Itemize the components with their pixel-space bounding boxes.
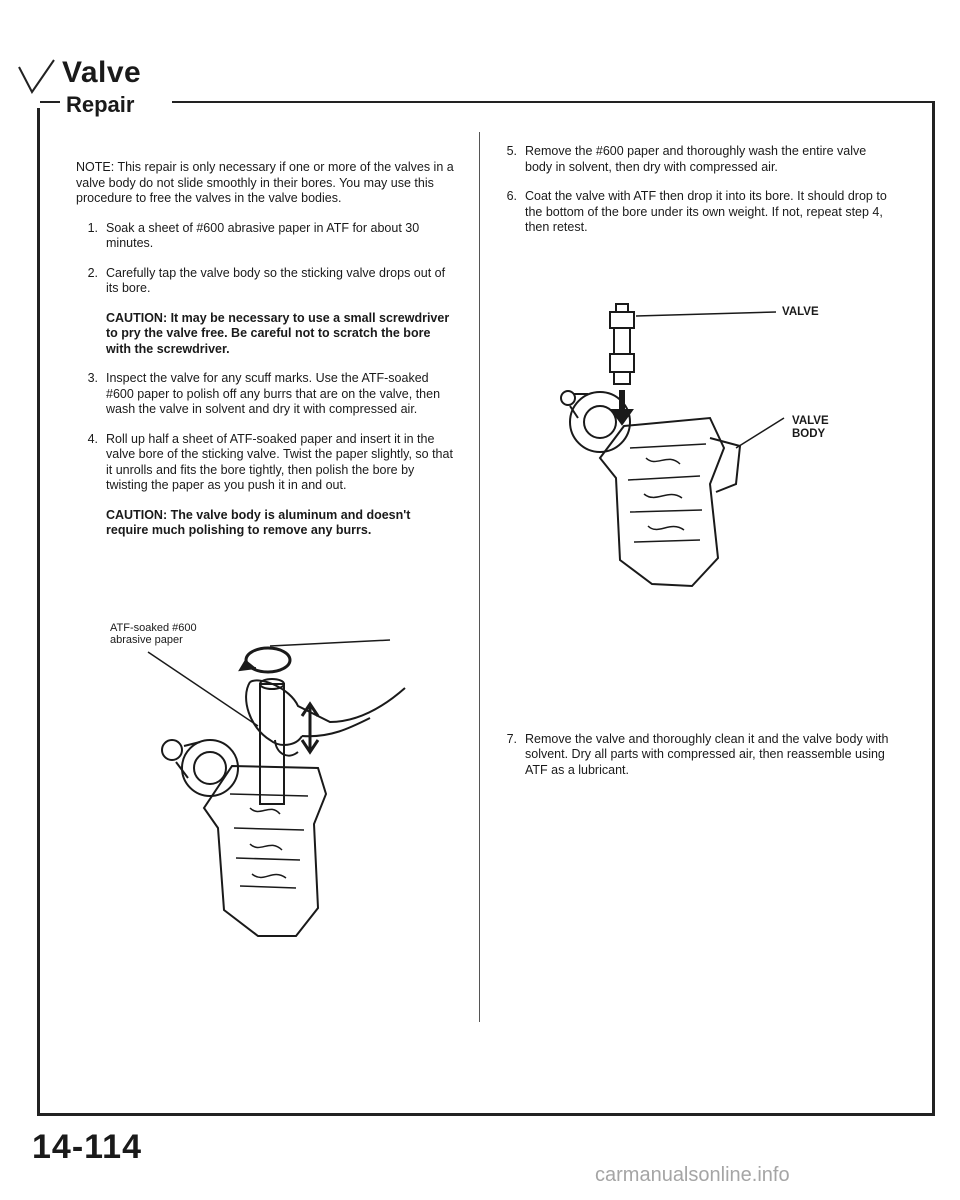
- repair-note: NOTE: This repair is only necessary if one or more of the valves in a valve body do not slide smoothly in their bores. You may use this procedure to free the valves in the valve bodies.: [76, 160, 454, 205]
- checkmark-icon: [16, 58, 56, 96]
- left-column: [70, 160, 456, 553]
- step-number: 7.: [506, 731, 517, 746]
- caution-aluminum: CAUTION: The valve body is aluminum and doesn't require much polishing to remove any burrs.: [106, 507, 411, 537]
- valve-polishing-illustration: [100, 618, 420, 948]
- section-title: Valve: [62, 56, 142, 89]
- step-text: Remove the valve and thoroughly clean it and the valve body with solvent. Dry all parts with compressed air, then reassemble using ATF as a lubricant.: [525, 731, 889, 777]
- step-2: [70, 266, 456, 297]
- step-number: 1.: [87, 220, 98, 235]
- step-number: 4.: [87, 431, 98, 446]
- step-number: 6.: [506, 189, 517, 203]
- figure-label-valve-body: VALVE BODY: [792, 415, 829, 440]
- figure-label-abrasive-paper: ATF-soaked #600 abrasive paper: [110, 622, 197, 646]
- step-number: 3.: [87, 371, 98, 385]
- step-4: [70, 432, 456, 494]
- step-text: Roll up half a sheet of ATF-soaked paper and insert it in the valve bore of the sticking valve. Twist the paper slightly, so that it unrolls and fits the bore tightly, then polish the bore by twisting the paper as you push it in and out.: [106, 431, 453, 492]
- step-text: Coat the valve with ATF then drop it into its bore. It should drop to the bottom of the bore under its own weight. If not, repeat step 4, then retest.: [525, 189, 887, 234]
- step-number: 5.: [506, 144, 517, 158]
- step-text: Remove the #600 paper and thoroughly wash the entire valve body in solvent, then dry with compressed air.: [525, 144, 867, 174]
- valve-drop-illustration: [560, 298, 790, 598]
- step-1: [70, 221, 456, 252]
- step-3: [70, 371, 456, 418]
- step-text: Inspect the valve for any scuff marks. Use the ATF-soaked #600 paper to polish off any burrs that are on the valve, then wash the valve in solvent and dry it with compressed air.: [106, 371, 441, 416]
- step-number: 2.: [87, 265, 98, 280]
- step-6: [489, 189, 891, 236]
- step-5: [489, 144, 891, 175]
- caution-screwdriver: CAUTION: It may be necessary to use a small screwdriver to pry the valve free. Be careful not to scratch the bore with the screwdriver.: [106, 310, 450, 356]
- step-7: [489, 732, 891, 779]
- section-subtitle: Repair: [66, 92, 135, 117]
- step-text: Carefully tap the valve body so the sticking valve drops out of its bore.: [106, 265, 446, 295]
- column-divider: [479, 132, 480, 1022]
- step-text: Soak a sheet of #600 abrasive paper in ATF for about 30 minutes.: [106, 220, 420, 250]
- figure-label-valve: VALVE: [782, 306, 819, 318]
- page-number: 14-114: [32, 1128, 142, 1166]
- watermark: carmanualsonline.info: [595, 1164, 790, 1186]
